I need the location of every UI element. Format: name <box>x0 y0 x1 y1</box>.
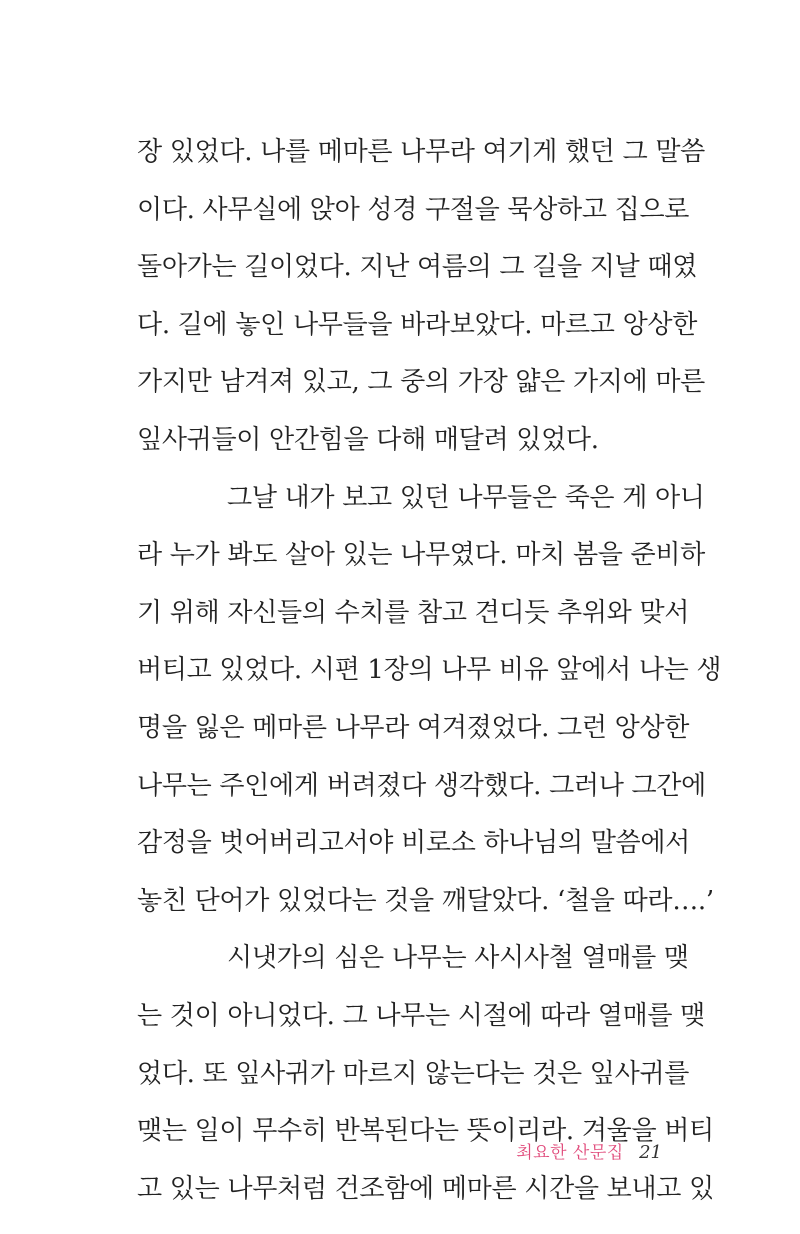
page-number: 21 <box>639 1142 662 1163</box>
text-line: 기 위해 자신들의 수치를 참고 견디듯 추위와 맞서 <box>137 597 690 628</box>
text-line: 가지만 남겨져 있고, 그 중의 가장 얇은 가지에 마른 <box>137 367 706 398</box>
paragraph-first-line: 그날 내가 보고 있던 나무들은 죽은 게 아니 <box>227 482 705 513</box>
text-line: 돌아가는 길이었다. 지난 여름의 그 길을 지날 때였 <box>137 252 698 283</box>
text-line: 었다. 또 잎사귀가 마르지 않는다는 것은 잎사귀를 <box>137 1058 690 1089</box>
text-line: 고 있는 나무처럼 건조함에 메마른 시간을 보내고 있 <box>137 1173 714 1204</box>
text-line: 잎사귀들이 안간힘을 다해 매달려 있었다. <box>137 424 599 455</box>
text-line: 장 있었다. 나를 메마른 나무라 여기게 했던 그 말씀 <box>137 137 706 167</box>
text-line: 놓친 단어가 있었다는 것을 깨달았다. ‘철을 따라….’ <box>137 885 714 916</box>
paragraph-first-line: 시냇가의 심은 나무는 사시사철 열매를 맺 <box>227 943 689 974</box>
text-line: 나무는 주인에게 버려졌다 생각했다. 그러나 그간에 <box>137 770 706 801</box>
page-footer <box>516 1138 662 1168</box>
text-line: 는 것이 아니었다. 그 나무는 시절에 따라 열매를 맺 <box>137 1000 706 1031</box>
text-line: 이다. 사무실에 앉아 성경 구절을 묵상하고 집으로 <box>137 194 690 225</box>
book-title: 최요한 산문집 <box>516 1143 624 1163</box>
body-text <box>137 124 722 1218</box>
text-line: 다. 길에 놓인 나무들을 바라보았다. 마르고 앙상한 <box>137 309 698 340</box>
text-line: 맺는 일이 무수히 반복된다는 뜻이리라. 겨울을 버티 <box>137 1116 714 1147</box>
text-line: 감정을 벗어버리고서야 비로소 하나님의 말씀에서 <box>137 828 690 859</box>
text-line: 버티고 있었다. 시편 1장의 나무 비유 앞에서 나는 생 <box>137 655 722 686</box>
text-line: 라 누가 봐도 살아 있는 나무였다. 마치 봄을 준비하 <box>137 540 706 571</box>
text-line: 명을 잃은 메마른 나무라 여겨졌었다. 그런 앙상한 <box>137 712 690 743</box>
